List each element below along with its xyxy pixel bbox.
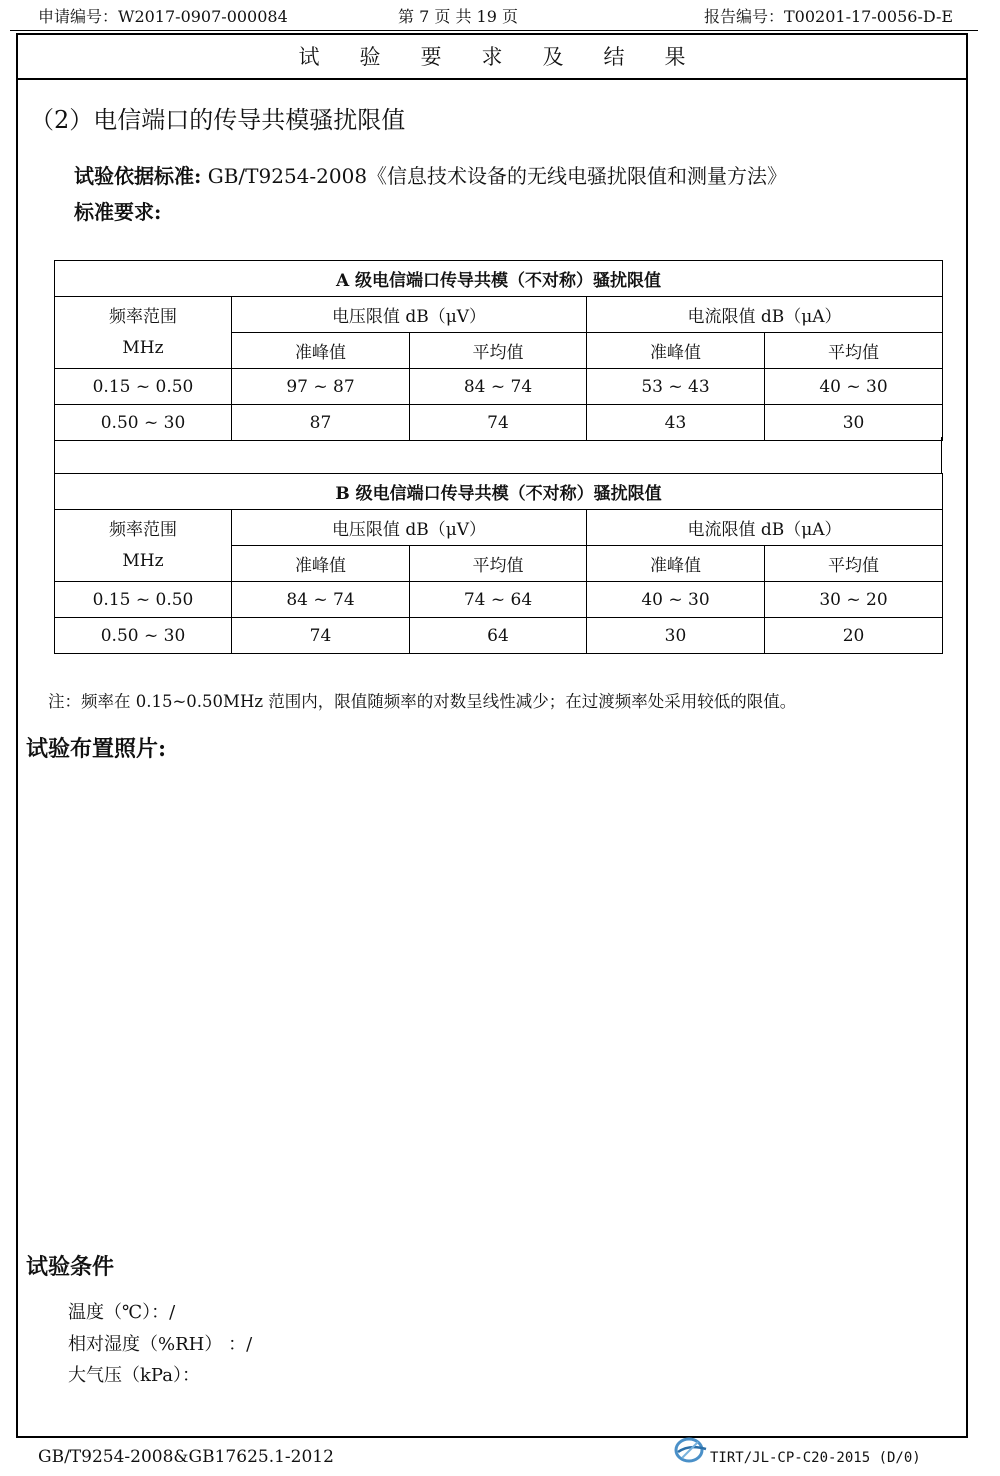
table-cell: 64 xyxy=(410,618,587,654)
sub-header: 准峰值 xyxy=(587,546,765,582)
banner-char: 要 xyxy=(420,45,442,69)
banner-char: 及 xyxy=(542,45,564,69)
page-info: 第 7 页 共 19 页 xyxy=(398,7,518,26)
banner-char: 求 xyxy=(481,45,503,69)
sub-header: 准峰值 xyxy=(232,333,410,369)
table-cell: 30 ~ 20 xyxy=(765,582,943,618)
footer-form-code: TIRT/JL-CP-C20-2015 (D/0) xyxy=(710,1450,921,1466)
freq-header-label: 频率范围 xyxy=(109,306,177,327)
humidity-condition: 相对湿度（%RH） ：/ xyxy=(68,1334,253,1355)
test-standard xyxy=(74,160,787,189)
class-b-limits-table xyxy=(54,473,943,654)
banner-char: 验 xyxy=(359,45,381,69)
table-cell: 40 ~ 30 xyxy=(587,582,765,618)
sub-header: 平均值 xyxy=(765,333,943,369)
table-spacer xyxy=(54,437,942,473)
freq-header-label: 频率范围 xyxy=(109,519,177,540)
banner-char: 结 xyxy=(603,45,625,69)
banner-title xyxy=(16,41,968,71)
header-divider xyxy=(10,30,978,31)
current-header: 电流限值 dB（μA） xyxy=(587,510,943,546)
banner-char: 果 xyxy=(664,45,686,69)
freq-header xyxy=(55,510,232,582)
sub-header: 平均值 xyxy=(410,333,587,369)
sub-header: 平均值 xyxy=(765,546,943,582)
table-cell: 20 xyxy=(765,618,943,654)
table-cell: 0.50 ~ 30 xyxy=(55,405,232,441)
table-caption: A 级电信端口传导共模（不对称）骚扰限值 xyxy=(55,261,943,297)
requirement-label: 标准要求: xyxy=(74,200,162,224)
freq-header xyxy=(55,297,232,369)
sub-header: 准峰值 xyxy=(232,546,410,582)
table-cell: 0.15 ~ 0.50 xyxy=(55,582,232,618)
table-cell: 87 xyxy=(232,405,410,441)
table-row xyxy=(55,582,943,618)
note-text: 注：频率在 0.15~0.50MHz 范围内，限值随频率的对数呈线性减少；在过渡频率处采用较低的限值。 xyxy=(48,692,797,711)
table-cell: 0.50 ~ 30 xyxy=(55,618,232,654)
table-cell: 43 xyxy=(587,405,765,441)
pressure-condition: 大气压（kPa）： xyxy=(68,1365,200,1386)
sub-header: 平均值 xyxy=(410,546,587,582)
voltage-header: 电压限值 dB（μV） xyxy=(232,297,587,333)
table-row xyxy=(55,405,943,441)
lab-logo-icon xyxy=(672,1436,710,1464)
table-cell: 30 xyxy=(587,618,765,654)
class-a-limits-table xyxy=(54,260,943,441)
table-cell: 84 ~ 74 xyxy=(232,582,410,618)
current-header: 电流限值 dB（μA） xyxy=(587,297,943,333)
footer-standards: GB/T9254-2008&GB17625.1-2012 xyxy=(38,1447,334,1467)
sub-header: 准峰值 xyxy=(587,333,765,369)
table-cell: 53 ~ 43 xyxy=(587,369,765,405)
conditions-title: 试验条件 xyxy=(26,1254,115,1280)
section-title: （2）电信端口的传导共模骚扰限值 xyxy=(30,106,406,134)
table-row xyxy=(55,618,943,654)
photo-section-title: 试验布置照片: xyxy=(26,736,167,762)
standard-label: 试验依据标准: xyxy=(74,164,202,188)
table-cell: 40 ~ 30 xyxy=(765,369,943,405)
table-cell: 74 xyxy=(410,405,587,441)
freq-unit: MHz xyxy=(122,337,164,358)
banner-divider xyxy=(16,78,968,80)
table-cell: 30 xyxy=(765,405,943,441)
freq-unit: MHz xyxy=(122,550,164,571)
table-cell: 74 xyxy=(232,618,410,654)
voltage-header: 电压限值 dB（μV） xyxy=(232,510,587,546)
temperature-condition: 温度（℃）：/ xyxy=(68,1302,176,1323)
table-row xyxy=(55,369,943,405)
application-number: 申请编号：W2017-0907-000084 xyxy=(38,7,288,26)
table-caption: B 级电信端口传导共模（不对称）骚扰限值 xyxy=(55,474,943,510)
table-cell: 97 ~ 87 xyxy=(232,369,410,405)
standard-value: GB/T9254-2008《信息技术设备的无线电骚扰限值和测量方法》 xyxy=(201,164,788,188)
report-number: 报告编号：T00201-17-0056-D-E xyxy=(704,7,954,26)
banner-char: 试 xyxy=(298,45,320,69)
table-cell: 0.15 ~ 0.50 xyxy=(55,369,232,405)
table-cell: 74 ~ 64 xyxy=(410,582,587,618)
table-cell: 84 ~ 74 xyxy=(410,369,587,405)
